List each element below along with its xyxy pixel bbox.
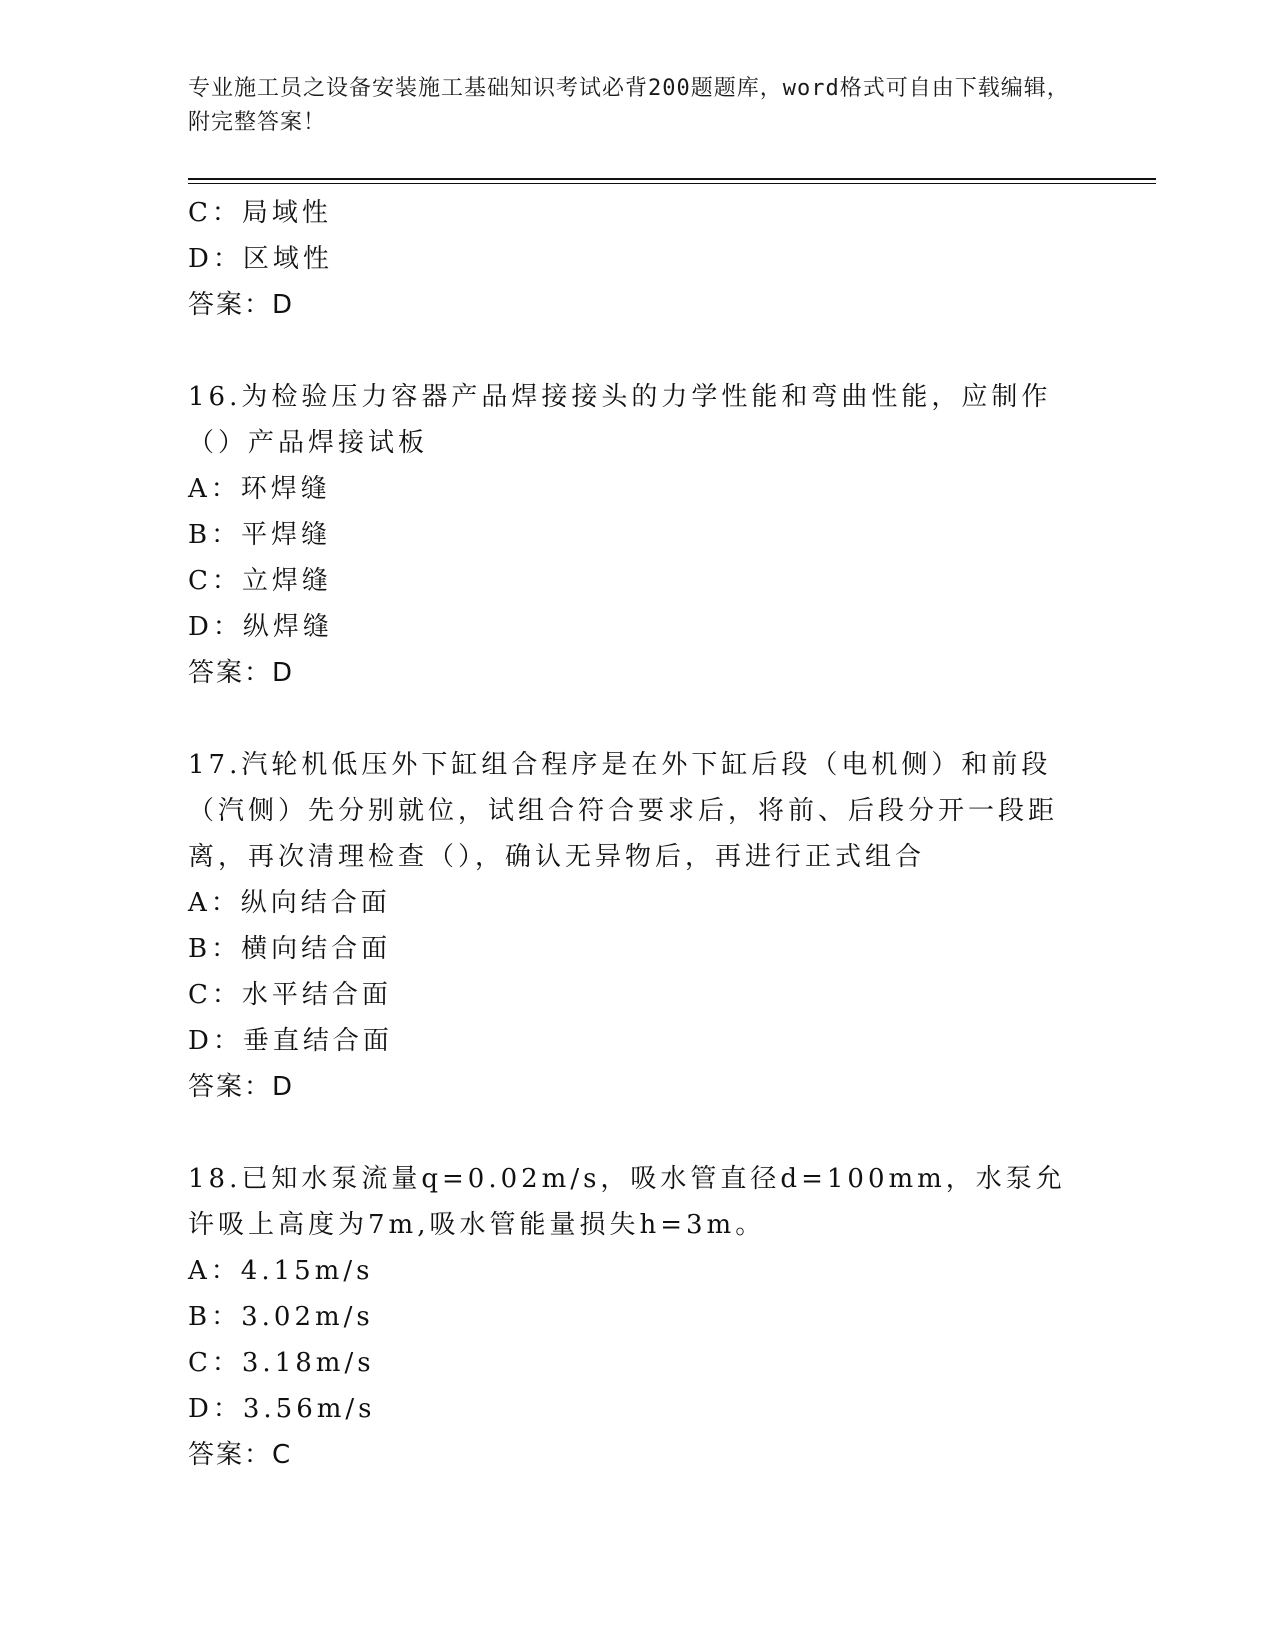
option-c: C：水平结合面 <box>188 980 392 1010</box>
question-block-16 <box>188 374 1088 696</box>
option-c: C：立焊缝 <box>188 566 332 596</box>
option-b: B：平焊缝 <box>188 520 332 550</box>
option-b: B：横向结合面 <box>188 934 392 964</box>
answer-line: 答案：D <box>188 1072 295 1102</box>
option-a: A：环焊缝 <box>188 474 331 504</box>
question-text: 18.已知水泵流量q=0.02m/s，吸水管直径d=100mm，水泵允许吸上高度为7m,吸水管能量损失h=3m。 <box>188 1164 1066 1240</box>
option-a: A：纵向结合面 <box>188 888 391 918</box>
option-c: C：局域性 <box>188 198 332 228</box>
option-b: B：3.02m/s <box>188 1302 374 1332</box>
header-divider <box>188 178 1156 180</box>
option-d: D：区域性 <box>188 244 333 274</box>
answer-line: 答案：D <box>188 290 295 320</box>
question-block-17 <box>188 742 1088 1110</box>
document-header-title: 专业施工员之设备安装施工基础知识考试必背200题题库，word格式可自由下载编辑，附完整答案！ <box>188 76 1070 135</box>
header-divider-thin <box>188 183 1156 184</box>
question-block-18 <box>188 1156 1088 1478</box>
answer-line: 答案：D <box>188 658 295 688</box>
answer-line: 答案：C <box>188 1440 293 1470</box>
question-text: 16.为检验压力容器产品焊接接头的力学性能和弯曲性能，应制作（）产品焊接试板 <box>188 382 1052 458</box>
question-block-15 <box>188 190 1088 328</box>
option-d: D：3.56m/s <box>188 1394 376 1424</box>
option-d: D：纵焊缝 <box>188 612 333 642</box>
option-c: C：3.18m/s <box>188 1348 375 1378</box>
question-text: 17.汽轮机低压外下缸组合程序是在外下缸后段（电机侧）和前段（汽侧）先分别就位，试组合符合要求后，将前、后段分开一段距离，再次清理检查（），确认无异物后，再进行正式组合 <box>188 750 1059 872</box>
option-d: D：垂直结合面 <box>188 1026 393 1056</box>
spacer <box>188 1110 1088 1156</box>
spacer <box>188 696 1088 742</box>
spacer <box>188 328 1088 374</box>
question-list <box>188 190 1088 1478</box>
option-a: A：4.15m/s <box>188 1256 374 1286</box>
